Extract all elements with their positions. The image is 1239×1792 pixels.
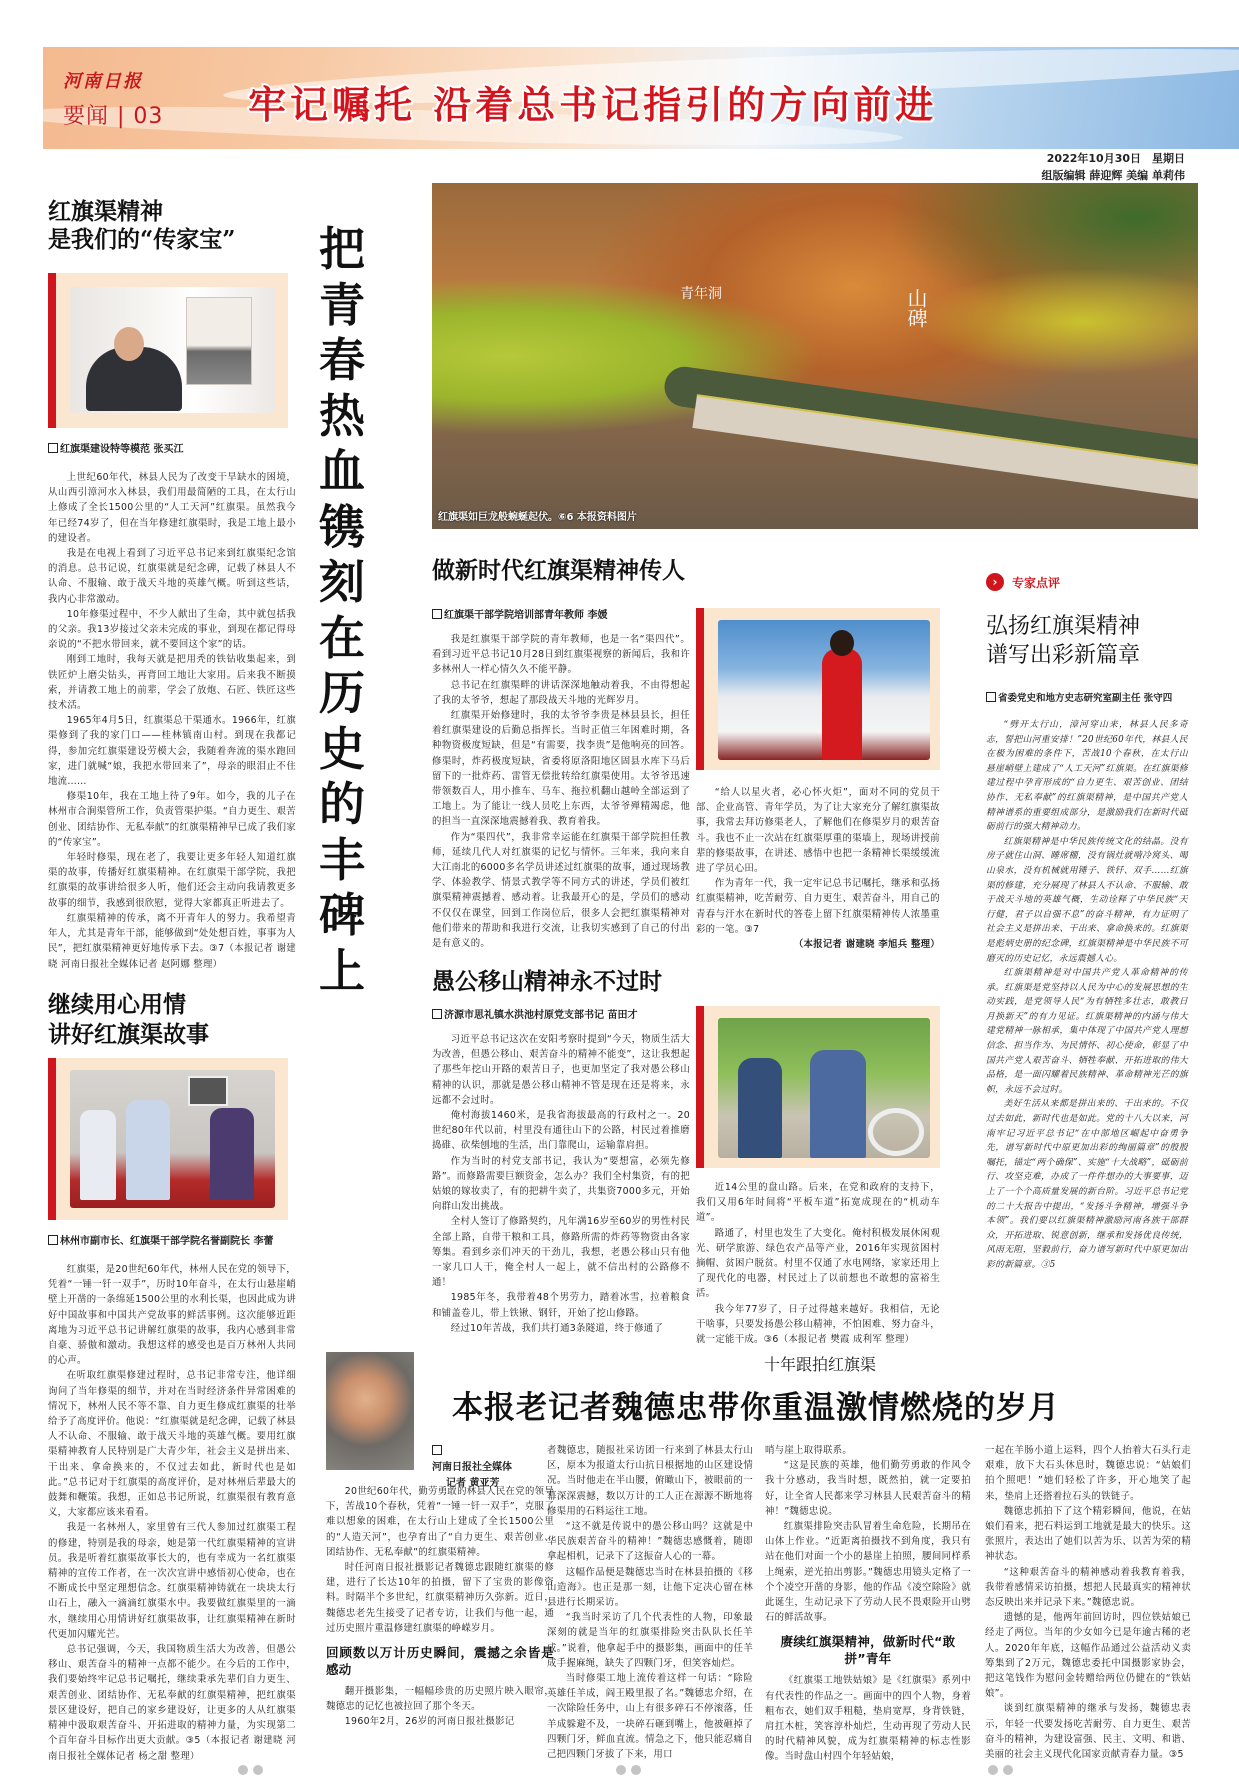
paragraph: 翻开摄影集，一幅幅珍贵的历史照片映入眼帘，魏德忠的记忆也被拉回了那个冬天。: [326, 1686, 554, 1713]
article4-byline: 济源市思礼镇水洪池村原党支部书记 苗田才: [432, 1006, 637, 1021]
paragraph: 谈到红旗渠精神的继承与发扬，魏德忠表示，年轻一代要发扬吃苦耐劳、自力更生、艰苦奋斗的精神，为建设富强、民主、文明、和谐、美丽的社会主义现代化国家贡献青春力量。③5: [985, 1703, 1191, 1761]
paragraph: 作为“渠四代”，我非常幸运能在红旗渠干部学院担任教师，延续几代人对红旗渠的记忆与情怀。三年来，我向来自大江南北的6000多名学员讲述过红旗渠的故事，通过现场教学、体验教学、情景式教学等不同方式的讲述，学员们被红旗渠精神震撼着、感动着。让我最开心的是，学员们的感动不仅仅在课堂，回到工作岗位后，很多人会把红旗渠精神对他们带来的帮助和我进行交流，让我切实感到了自己的付出是有意义的。: [432, 831, 690, 950]
paragraph: 我是红旗渠干部学院的青年教师，也是一名“渠四代”。看到习近平总书记10月28日到红旗渠视察的新闻后，我和许多林州人一样心情久久不能平静。: [432, 634, 690, 676]
paragraph: 习近平总书记这次在安阳考察时提到“今天，物质生活大为改善，但愚公移山、艰苦奋斗的精神不能变”，这让我想起了那些年挖山开路的艰苦日子，也更加坚定了我对愚公移山精神的认识，那就是愚公移山精神不管是现在还是将来，永远都不会过时。: [432, 1034, 690, 1106]
title-char: 春: [319, 333, 365, 387]
paragraph: 红旗渠精神是对中国共产党人革命精神的传承。红旗渠是党坚持以人民为中心的发展思想的生动实践，是党领导人民“为有牺牲多壮志，敢教日月换新天”的有力见证。红旗渠精神的内涵与伟大建党精神一脉相承，集中体现了中国共产党人理想信念、担当作为、为民情怀、初心使命，彰显了中国共产党人艰苦奋斗、牺牲奉献、开拓进取的伟大品格，是一面闪耀着民族精神、革命精神光芒的旗帜，永远不会过时。: [986, 968, 1188, 1095]
dot: [253, 1765, 263, 1775]
paragraph: “这是民族的英雄，他们勤劳勇敢的作风令我十分感动，我当时想，既然拍，就一定要拍好，让全省人民都来学习林县人民艰苦奋斗的精神！”魏德忠说。: [765, 1460, 971, 1517]
title-char: 碑: [319, 888, 365, 942]
byline-line: 记者 黄亚芳: [446, 1478, 500, 1489]
article4-photo-frame: [696, 1006, 940, 1168]
villager-figure: [810, 1050, 866, 1158]
headline-line: 红旗渠精神: [48, 198, 163, 225]
paragraph: 这幅作品便是魏德忠当时在林县拍摄的《移山造海》。也正是那一刻，让他下定决心留在林县进行长期采访。: [547, 1566, 753, 1609]
chevron-right-icon: ›: [986, 573, 1004, 591]
paragraph: 者魏德忠，随报社采访团一行来到了林县太行山区，原本为报道太行山抗日根据地的山区建设情况。当时他走在半山腰，俯瞰山下，被眼前的一幕深深震撼，数以万计的工人正在源源不断地将修渠用的石料运往工地。: [547, 1445, 753, 1517]
title-char: 镌: [319, 499, 365, 554]
cliff-inscription: 青年洞: [680, 286, 722, 302]
headline-line: 弘扬红旗渠精神: [986, 614, 1141, 639]
paragraph: 近14公里的盘山路。后来，在党和政府的支持下，我们又用6年时间将“平板车道”拓宽成现在的“机动车道”。: [696, 1182, 940, 1224]
page-dots: [988, 1765, 1013, 1775]
poster-on-wall: [186, 297, 252, 385]
article2-headline: [48, 990, 298, 1050]
editor-credits: 组版编辑 薛迎辉 美编 单莉伟: [1041, 169, 1185, 182]
article1-photo-frame: [48, 273, 288, 428]
article3-headline: 做新时代红旗渠精神传人: [432, 557, 685, 584]
guide-figure: [210, 1108, 254, 1200]
article4-photo: [718, 1018, 930, 1158]
paragraph: 在听取红旗渠修建过程时，总书记非常专注，他详细询问了当年修渠的细节，并对在当时经济条件异常困难的情况下，林州人民不等不靠、自力更生修成红旗渠的壮举给予了高度评价。他说：“红旗渠就是纪念碑，记载了林县人不认命、不服输、敢于战天斗地的英雄气概。要用红旗渠精神教育人民特别是广大青少年，社会主义是拼出来、干出来、拿命换来的，不仅过去如此，新时代也是如此。”总书记对于红旗渠的高度评价，是对林州后辈最大的鼓舞和鞭策。我想，正如总书记所说，红旗渠很有教育意义，大家都应该来看看。: [48, 1370, 296, 1519]
paragraph: 10年修渠过程中，不少人献出了生命，其中就包括我的父亲。我13岁接过父亲未完成的事业，到现在都记得母亲说的“不把水带回来，就不要回这个家”的话。: [48, 608, 296, 651]
paragraph: 当时修渠工地上流传着这样一句话：“除险英雄任羊成，阎王殿里报了名。”魏德忠介绍，在一次除险任务中，山上有很多碎石不停滚落，任羊成躲避不及，一块碎石砸到嘴上，他被砸掉了四颗门牙，鲜血直流。情急之下，他只能忍痛自己把四颗门牙拔了下来，用口: [547, 1673, 753, 1761]
title-char: 的: [319, 777, 365, 831]
article2-body: [48, 1262, 296, 1764]
paragraph: “这不就是传说中的愚公移山吗？这就是中华民族艰苦奋斗的精神！”魏德忠感慨着，随即拿起相机，记录下了这振奋人心的一幕。: [547, 1521, 753, 1563]
paragraph: 一起在羊肠小道上运料，四个人抬着大石头行走艰难，放下大石头休息时，魏德忠说：“姑娘们拍个照吧！”她们轻松了许多，开心地笑了起来，垫肩上还搭着拉石头的铁链子。: [985, 1445, 1191, 1502]
article1-headline: [48, 198, 298, 254]
title-char: 上: [319, 943, 365, 998]
paragraph: 总书记在红旗渠畔的讲话深深地触动着我，不由得想起了我的太爷爷，想起了那段战天斗地的光辉岁月。: [432, 679, 690, 706]
paragraph: 遗憾的是，他两年前回访时，四位铁姑娘已经走了两位。当年的少女如今已是年逾古稀的老人。2020年年底，这幅作品通过公益活动义卖筹集到了2万元，魏德忠委托中国摄影家协会，把这笔钱作为慰问金转赠给两位仍健在的“铁姑娘”。: [985, 1612, 1191, 1700]
wall-photo: [188, 1076, 228, 1106]
speaker-figure: [822, 648, 862, 760]
red-accent-bar: [696, 608, 704, 770]
paragraph: 《红旗渠工地铁姑娘》是《红旗渠》系列中有代表性的作品之一。画面中的四个人物，身着粗布衣，她们双手粗糙，垫肩宽厚，身背铁链，肩扛木桩，笑容淳朴灿烂，生动再现了劳动人民的时代精神风貌，成为红旗渠精神的标志性影像。当时盘山村四个年轻姑娘，: [765, 1675, 971, 1763]
article3-photo: [718, 620, 930, 760]
vertical-main-title: [312, 222, 372, 999]
article2-photo: [70, 1070, 275, 1208]
paragraph: 红旗渠精神的传承，离不开青年人的努力。我希望青年人，尤其是青年干部，能够做到“处处想百姓，事事为人民”，把红旗渠精神更好地传承下去。③7（本报记者 谢建晓 河南日报社全媒体记者 赵阿娜 整理）: [48, 912, 296, 970]
page-section-label: 要闻 | 03: [63, 104, 164, 129]
paragraph: “给人以星火者，必心怀火炬”，面对不同的党员干部、企业高管、青年学员，为了让大家充分了解红旗渠故事，我常去拜访修渠老人，了解他们在修渠岁月的艰苦奋斗。我也不止一次站在红旗渠厚重的渠墙上，现场讲授前辈的修渠故事，在讲述、感悟中也把一条精神长渠缓缓流进了学员心田。: [696, 787, 940, 875]
title-char: 丰: [319, 832, 365, 887]
red-accent-bar: [696, 1006, 704, 1168]
villager-figure: [738, 1058, 782, 1158]
article5-byline: 省委党史和地方史志研究室副主任 张守四: [986, 690, 1172, 704]
newspaper-logo: 河南日报: [63, 71, 143, 92]
paragraph: 作为当时的村党支部书记，我认为“要想富，必须先修路”。而修路需要巨额资金，怎么办？我们全村集资，有的把姑娘的嫁妆卖了，有的把耕牛卖了，共集资7000多元，开始向群山发出挑战。: [432, 1155, 690, 1213]
title-char: 刻: [319, 555, 365, 609]
paragraph: 红旗渠开始修建时，我的太爷爷李贵是林县县长，担任着红旗渠建设的后勤总指挥长。当时正值三年困难时期，各种物资极度短缺，但是“有需要，找李贵”是他响亮的回答。修渠时，炸药极度短缺，省委将原洛阳地区固县水库下马后留下的一批炸药、雷管无偿批转给红旗渠使用。太爷爷迅速带领数百人，用小推车、马车、拖拉机翻山越岭全部运到了工地上。为了能让一线人员吃上东西，太爷爷殚精竭虑，他的担当一直深深地震撼着我、教育着我。: [432, 710, 690, 828]
article1-photo-caption: 红旗渠建设特等模范 张买江: [48, 440, 183, 455]
paragraph: 上世纪60年代，林县人民为了改变干旱缺水的困境，从山西引漳河水入林县，我们用最简陋的工具，在太行山上修成了全长1500公里的“人工天河”红旗渠。虽然我今年已经74岁了，但在当年修建红旗渠时，我是工地上最小的建设者。: [48, 472, 296, 544]
title-char: 血: [319, 444, 365, 498]
paragraph: 1985年冬，我带着48个男劳力，踏着冰雪，拉着粮食和铺盖卷儿，带上铁锹、钢钎，开始了挖山修路。: [432, 1292, 690, 1319]
headline-line: 是我们的“传家宝”: [48, 226, 236, 253]
headline-line: 继续用心用情: [48, 991, 186, 1018]
article3-body-col1: [432, 632, 690, 951]
article5-headline: [986, 612, 1216, 670]
article4-body-col2: [696, 1180, 940, 1347]
person-figure: [80, 1110, 116, 1200]
paragraph: 作为青年一代，我一定牢记总书记嘱托，继承和弘扬红旗渠精神，吃苦耐劳、自力更生、艰苦奋斗，用自己的青春与汗水在新时代的答卷上留下红旗渠精神传人浓墨重彩的一笔。③7: [696, 878, 940, 935]
paragraph: 我是在电视上看到了习近平总书记来到红旗渠纪念馆的消息。总书记说，红旗渠就是纪念碑，记载了林县人不认命、不服输、敢于战天斗地的英雄气概。听到这些话，我内心非常激动。: [48, 548, 296, 605]
paragraph: 红旗渠，是20世纪60年代，林州人民在党的领导下，凭着“一锤一钎一双手”，历时10年奋斗，在太行山悬崖峭壁上开凿的一条绵延1500公里的水利长渠，也因此成为讲好中国故事和中国共产党故事的鲜活事例。这次能够近距离地为习近平总书记讲解红旗渠的故事，我内心感到非常自豪、骄傲和激动。我想这样的感受也是百万林州人共同的心声。: [48, 1264, 296, 1367]
paragraph: 俺村海拔1460米，是我省海拔最高的行政村之一。20世纪80年代以前，村里没有通往山下的公路，村民过着推磨捣碓、砍柴刨地的生活，出门靠爬山，运输靠肩担。: [432, 1110, 690, 1152]
dot: [238, 1765, 248, 1775]
person-figure: [126, 1100, 170, 1200]
paragraph: 红旗渠精神是中华民族传统文化的结晶。没有房子就住山洞、睡席棚，没有锅灶就啃冷窝头、喝山泉水，没有机械就用锤子、铁钎、双手……红旗渠的修建，充分展现了林县人不认命、不服输、敢于战天斗地的英雄气概，生动诠释了中华民族“天行健，君子以自强不息”的奋斗精神，有力证明了社会主义是拼出来、干出来、拿命换来的。红旗渠是彪炳史册的纪念碑，红旗渠精神是中华民族不可磨灭的历史记忆，永远震撼人心。: [986, 836, 1188, 964]
page-dots: [238, 1765, 263, 1775]
paragraph: 1960年2月，26岁的河南日报社摄影记: [344, 1716, 515, 1728]
article6-kicker: 十年跟拍红旗渠: [763, 1355, 876, 1374]
paragraph: 哨与崖上取得联系。: [765, 1445, 853, 1456]
title-char: 在: [319, 610, 365, 665]
title-char: 史: [319, 721, 365, 776]
article4-headline: 愚公移山精神永不过时: [432, 968, 662, 995]
dot: [988, 1765, 998, 1775]
article5-body: [986, 718, 1188, 1273]
man-head: [114, 327, 144, 361]
article3-body-col2: [696, 785, 940, 952]
article3-signoff: （本报记者 谢建晓 李旭兵 整理）: [793, 939, 940, 951]
paragraph: 修渠10年，我在工地上待了9年。如今，我的儿子在林州市合涧渠管所工作，负责管渠护渠。“自力更生、艰苦创业、团结协作、无私奉献”的红旗渠精神早已成了我们家的“传家宝”。: [48, 791, 296, 848]
title-char: 把: [319, 222, 365, 276]
article6-headline: 本报老记者魏德忠带你重温激情燃烧的岁月: [452, 1390, 1060, 1426]
dot: [631, 1765, 641, 1775]
paragraph: 我今年77岁了，日子过得越来越好。我相信，无论干啥事，只要发扬愚公移山精神，不怕困难、努力奋斗，就一定能干成。③6（本报记者 樊霞 成利军 整理）: [696, 1303, 940, 1346]
title-char: 历: [319, 666, 365, 720]
article2-photo-caption: 林州市副市长、红旗渠干部学院名誉副院长 李蕾: [48, 1232, 273, 1247]
article6-subhead2: 赓续红旗渠精神，做新时代“敢拼”青年: [780, 1634, 956, 1667]
page-dots: [616, 1765, 641, 1775]
paragraph: “这种艰苦奋斗的精神感动着我教育着我，我带着感情采访拍摄，想把人民最真实的精神状态反映出来并记录下来。”魏德忠说。: [985, 1566, 1191, 1609]
red-accent-bar: [48, 273, 56, 428]
paragraph: 年轻时修渠，现在老了，我要让更多年轻人知道红旗渠的故事，传播好红旗渠精神。在红旗渠干部学院，我把红旗渠的故事讲给很多人听，他们还会主动向我请教更多故事的细节，我感到很欣慰，觉得大家都真正听进去了。: [48, 852, 296, 909]
hero-photo-red-flag-canal: [432, 183, 1198, 529]
banner-title: 牢记嘱托 沿着总书记指引的方向前进: [248, 83, 938, 127]
paragraph: 经过10年苦战，我们共打通3条隧道，终于修通了: [450, 1322, 664, 1334]
hero-photo-caption: 红旗渠如巨龙般蜿蜒起伏。⑥6 本报资料图片: [438, 512, 637, 523]
article6-subhead1: 回顾数以万计历史瞬间，震撼之余皆是感动: [326, 1645, 554, 1678]
byline-line: 河南日报社全媒体: [432, 1462, 512, 1473]
speaker-head: [830, 630, 854, 656]
tag-label: 专家点评: [1012, 575, 1061, 590]
article6-body-col3: [765, 1443, 971, 1765]
article1-body: [48, 470, 296, 972]
headline-line: 讲好红旗渠故事: [48, 1021, 209, 1048]
article3-byline: 红旗渠干部学院培训部青年教师 李媛: [432, 606, 607, 621]
expert-commentary-tag: [986, 573, 1060, 591]
paragraph: 20世纪60年代，勤劳勇敢的林县人民在党的领导下，苦战10个春秋，凭着“一锤一钎一双手”，克服了难以想象的困难，在太行山上建成了全长1500公里的“人造天河”，也孕育出了“自力更生、艰苦创业、团结协作、无私奉献”的红旗渠精神。: [326, 1486, 554, 1558]
title-char: 热: [319, 388, 365, 443]
dot: [1003, 1765, 1013, 1775]
paragraph: 时任河南日报社摄影记者魏德忠跟随红旗渠的修建，进行了长达10年的拍摄，留下了宝贵的影像资料。时隔半个多世纪，红旗渠精神历久弥新。近日，魏德忠老先生接受了记者专访，让我们与他一起，通过历史照片重温修建红旗渠的峥嵘岁月。: [326, 1562, 554, 1634]
paragraph: 总书记强调，今天，我国物质生活大为改善，但愚公移山、艰苦奋斗的精神一点都不能少。在今后的工作中，我们要始终牢记总书记嘱托，继续秉承先辈们自力更生、艰苦创业、团结协作、无私奉献的红旗渠精神，把红旗渠景区建设好，把自己的家乡建设好，让更多的人从红旗渠精神中汲取艰苦奋斗、开拓进取的精神力量，为实现第二个百年奋斗目标作出更大贡献。③5（本报记者 谢建晓 河南日报社全媒体记者 杨之甜 整理）: [48, 1644, 296, 1762]
paragraph: 1965年4月5日，红旗渠总干渠通水。1966年，红旗渠修到了我的家门口——桂林镇南山村。到现在我都记得，参加完红旗渠建设劳模大会，我随着奔流的渠水跑回家，进门就喊“娘，我把水带回来了”，母亲的眼泪止不住地流……: [48, 715, 296, 788]
dateline: [1042, 150, 1186, 184]
headline-line: 谱写出彩新篇章: [986, 643, 1141, 668]
article6-body-col4: [985, 1443, 1191, 1762]
paragraph: 我是一名林州人，家里曾有三代人参加过红旗渠工程的修建，特别是我的母亲，她是第一代红旗渠精神的宣讲员。我是听着红旗渠故事长大的，也有幸成为一名红旗渠精神的宣传工作者，在一次次宣讲中感悟初心使命，也在不断成长中坚定理想信念。红旗渠精神铸就在一块块太行山石上，融入一滴滴红旗渠水中。我要做红旗渠里的一滴水，继续用心用情讲好红旗渠故事，让红旗渠精神在新时代更加闪耀光芒。: [48, 1522, 296, 1640]
paragraph: 路通了，村里也发生了大变化。俺村积极发展休闲观光、研学旅游、绿色农产品等产业，2016年实现贫困村摘帽、贫困户脱贫。村里不仅通了水电网络，家家还用上了现代化的电器，村民过上了以前想也不敢想的富裕生活。: [696, 1227, 940, 1300]
issue-date: 2022年10月30日 星期日: [1046, 152, 1185, 165]
paragraph: 美好生活从来都是拼出来的、干出来的。不仅过去如此，新时代也是如此。党的十八大以来，河南牢记习近平总书记“在中部地区崛起中奋勇争先，谱写新时代中原更加出彩的绚丽篇章”的殷殷嘱托，锚定“两个确保”、实施“十大战略”，砥砺前行、攻坚克难，办成了一件件想办的大事要事，迈上了一个个高质量发展的新台阶。习近平总书记党的二十大报告中提出，“发扬斗争精神，增强斗争本领”。我们要以红旗渠精神激励河南各族干部群众，开拓进取、锐意创新，继承和发扬优良传统，风雨无阻，坚毅前行，奋力谱写新时代中原更加出彩的新篇章。③5: [986, 1099, 1188, 1270]
article6-body-col2: [547, 1443, 753, 1762]
cliff-inscription: 山碑: [904, 288, 928, 328]
paragraph: 全村人签订了修路契约，凡年满16岁至60岁的男性村民全部上路，自带干粮和工具，修路所需的炸药等物资由各家筹集。看到乡亲们冲天的干劲儿，我想，老愚公移山只有他一家几口人干，俺全村人一起上，就不信出村的公路修不通！: [432, 1216, 690, 1289]
paragraph: 红旗渠排险突击队冒着生命危险，长期吊在山体上作业。“近距离拍摄找不到角度，我只有站在他们对面一个小的悬崖上拍照，腰间同样系上绳索，逆光拍出剪影。”魏德忠用镜头定格了一个个凌空开凿的身影，他的作品《凌空除险》就此诞生，生动记录下了劳动人民不畏艰险开山劈石的鲜活故事。: [765, 1521, 971, 1624]
article1-photo: [70, 287, 275, 413]
article2-photo-frame: [48, 1058, 288, 1220]
title-char: 青: [319, 277, 365, 332]
hose-coil: [868, 1108, 924, 1156]
dot: [616, 1765, 626, 1775]
paragraph: 刚到工地时，我每天就是把用秃的铁钻收集起来，到铁匠炉上磨尖钻头，再背回工地让大家用。后来我不断摸索，并请教工地上的前辈，学会了放炮、石匠、铁匠这些技术活。: [48, 654, 296, 712]
paragraph: 魏德忠抓拍下了这个精彩瞬间，他说，在姑娘们看来，把石料运到工地就是最大的快乐。这张照片，表达出了她们以苦为乐、以苦为荣的精神状态。: [985, 1505, 1191, 1563]
article6-portrait-photo: [326, 1352, 414, 1470]
masthead-banner: [43, 47, 1239, 149]
article3-photo-frame: [696, 608, 940, 770]
paragraph: “我当时采访了几个代表性的人物，印象最深刻的就是当年的红旗渠排险突击队队长任羊成。”说着，他拿起手中的摄影集，画面中的任羊成手握麻绳，缺失了四颗门牙，但笑容灿烂。: [547, 1612, 753, 1669]
paragraph: “劈开太行山，漳河穿山来，林县人民多奇志，誓把山河重安排！”20世纪60年代，林县人民在极为困难的条件下，苦战10个春秋，在太行山悬崖峭壁上建成了“人工天河”红旗渠。在红旗渠修建过程中孕育形成的“自力更生、艰苦创业、团结协作、无私奉献”的红旗渠精神，是中国共产党人精神谱系的重要组成部分，是激励我们在新时代砥砺前行的强大精神动力。: [986, 720, 1188, 833]
article4-body-col1: [432, 1032, 690, 1336]
red-accent-bar: [48, 1058, 56, 1220]
article6-body-col1: [326, 1484, 554, 1730]
